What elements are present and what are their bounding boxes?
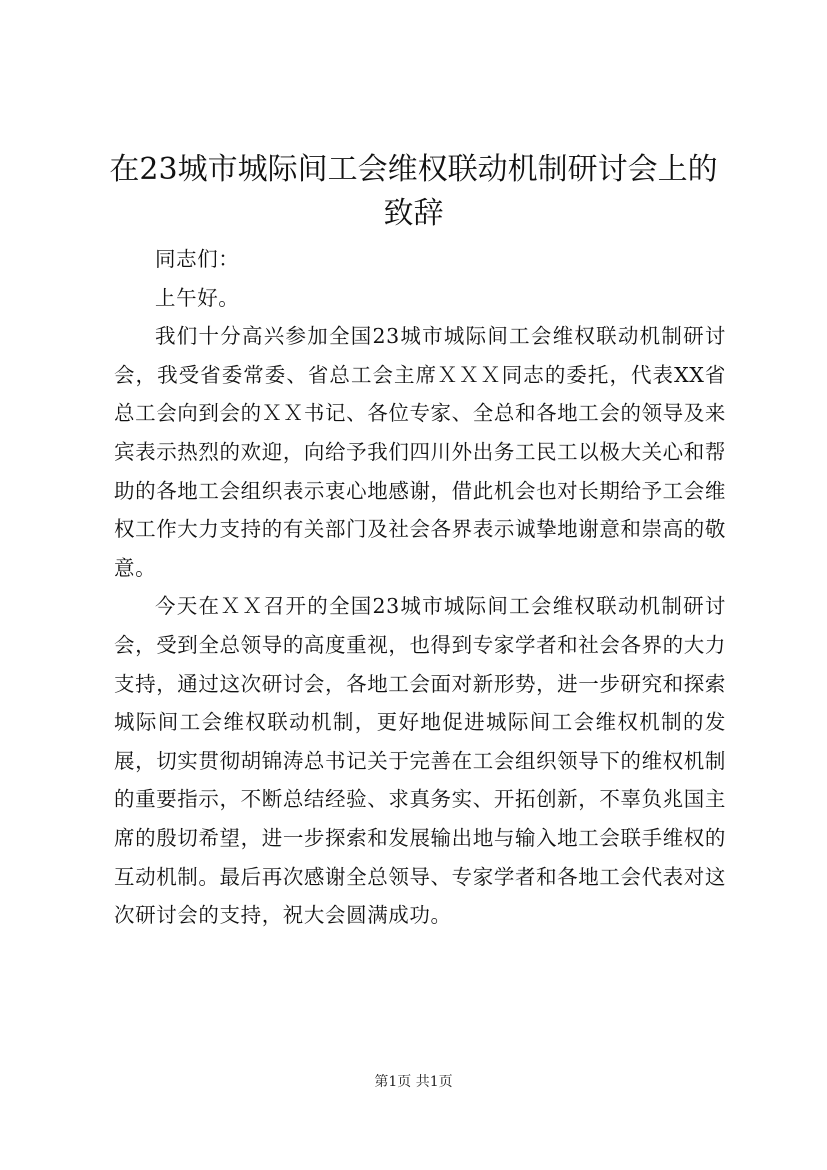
page-footer: 第1页 共1页 — [374, 1074, 453, 1090]
paragraph-welcome: 我们十分高兴参加全国23城市城际间工会维权联动机制研讨会，我受省委常委、省总工会主席ＸＸＸ同志的委托，代表XX省总工会向到会的ＸＸ书记、各位专家、全总和各地工会的领导及来宾表示热烈的欢迎，向给予我们四川外出务工民工以极大关心和帮助的各地工会组织表示衷心地感谢，借此机会也对长期给予工会维权工作大力支持的有关部门及社会各界表示诚挚地谢意和崇高的敬意。 — [114, 324, 726, 580]
greeting: 上午好。 — [155, 285, 240, 310]
paragraph-closing: 今天在ＸＸ召开的全国23城市城际间工会维权联动机制研讨会，受到全总领导的高度重视，也得到专家学者和社会各界的大力支持，通过这次研讨会，各地工会面对新形势，进一步研究和探索城际间工会维权联动机制，更好地促进城际间工会维权机制的发展，切实贯彻胡锦涛总书记关于完善在工会组织领导下的维权机制的重要指示，不断总结经验、求真务实、开拓创新，不辜负兆国主席的殷切希望，进一步探索和发展输出地与输入地工会联手维权的互动机制。最后再次感谢全总领导、专家学者和各地工会代表对这次研讨会的支持，祝大会圆满成功。 — [114, 594, 726, 928]
document-body — [114, 240, 726, 935]
salutation: 同志们： — [155, 247, 240, 271]
document-title: 在23城市城际间工会维权联动机制研讨会上的致辞 — [109, 152, 718, 231]
